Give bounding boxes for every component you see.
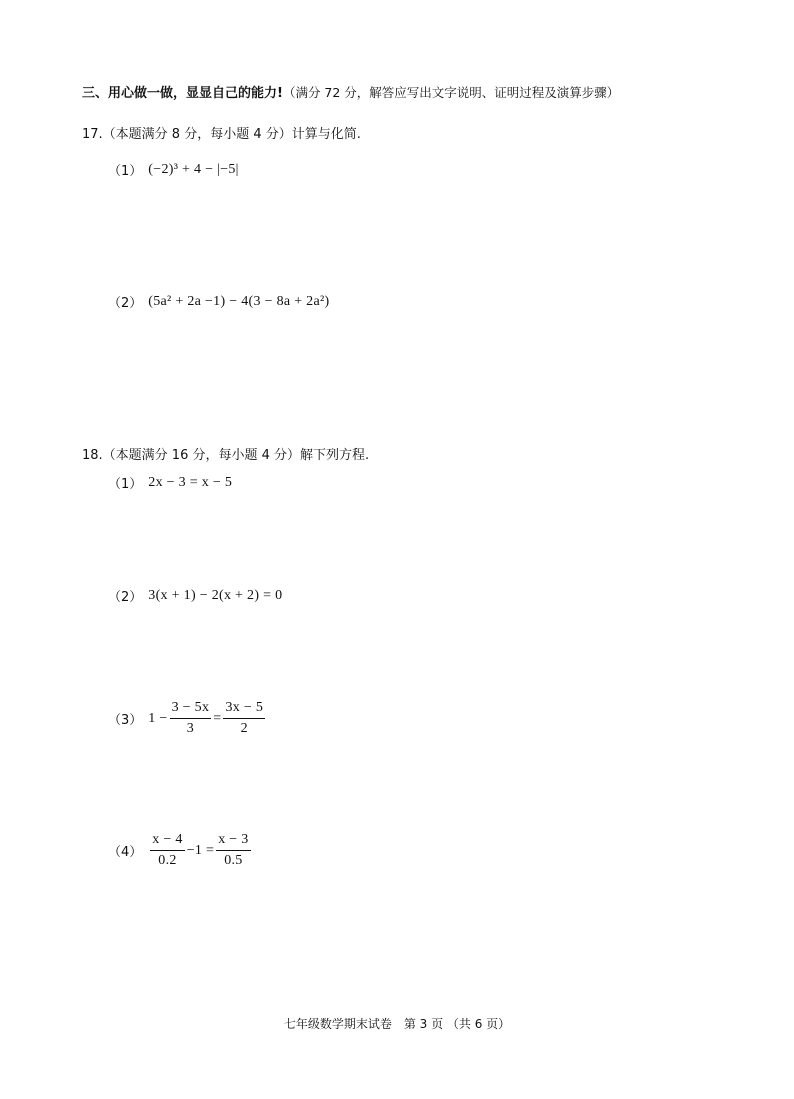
- q18-part-4: [108, 832, 253, 869]
- q18-part-1-expression: 2x − 3 = x − 5: [148, 474, 233, 490]
- q18-part-3-fraction-2: [223, 700, 265, 737]
- q18-part-3-lead: 1 −: [148, 710, 168, 726]
- q18-part-4-fraction-1-numerator: x − 4: [150, 832, 184, 851]
- q18-part-3-fraction-1-denominator: 3: [186, 721, 195, 736]
- q18-part-3: [108, 700, 267, 737]
- q17-part-1: [108, 160, 239, 179]
- q18-part-4-label: （4）: [108, 845, 143, 860]
- question-18-heading: 18.（本题满分 16 分，每小题 4 分）解下列方程.: [82, 448, 370, 463]
- q18-part-4-fraction-2-denominator: 0.5: [224, 853, 243, 868]
- q18-part-4-expression: [148, 832, 252, 869]
- section-instructions: （满分 72 分，解答应写出文字说明、证明过程及演算步骤）: [282, 85, 620, 100]
- q17-part-2-expression: (5a² + 2a −1) − 4(3 − 8a + 2a²): [148, 293, 330, 309]
- q17-part-1-label: （1）: [108, 164, 143, 179]
- question-17-heading: 17.（本题满分 8 分，每小题 4 分）计算与化简.: [82, 127, 361, 142]
- q18-part-4-middle: −1 =: [186, 842, 215, 858]
- q18-part-1-label: （1）: [108, 477, 143, 492]
- q18-part-3-expression: [148, 700, 267, 737]
- q17-part-2-label: （2）: [108, 296, 143, 311]
- q18-part-2-expression: 3(x + 1) − 2(x + 2) = 0: [148, 587, 283, 603]
- q18-part-4-fraction-1: [150, 832, 184, 869]
- q18-part-4-fraction-1-denominator: 0.2: [158, 853, 177, 868]
- q17-part-2: [108, 292, 329, 311]
- q18-part-4-fraction-2-numerator: x − 3: [216, 832, 250, 851]
- q18-part-2: [108, 586, 282, 605]
- q18-part-3-fraction-1-numerator: 3 − 5x: [170, 700, 212, 719]
- q18-part-3-label: （3）: [108, 713, 143, 728]
- q17-part-1-expression: (−2)³ + 4 − |−5|: [148, 161, 239, 177]
- page-footer: 七年级数学期末试卷 第 3 页 （共 6 页）: [283, 1017, 511, 1031]
- q18-part-3-equals: =: [213, 710, 222, 726]
- q18-part-3-fraction-2-numerator: 3x − 5: [223, 700, 265, 719]
- q18-part-3-fraction-1: [170, 700, 212, 737]
- q18-part-4-fraction-2: [216, 832, 250, 869]
- q18-part-2-label: （2）: [108, 590, 143, 605]
- section-heading: [82, 82, 619, 101]
- q18-part-3-fraction-2-denominator: 2: [240, 721, 248, 736]
- q18-part-1: [108, 473, 232, 492]
- section-title: 三、用心做一做，显显自己的能力!: [82, 86, 283, 101]
